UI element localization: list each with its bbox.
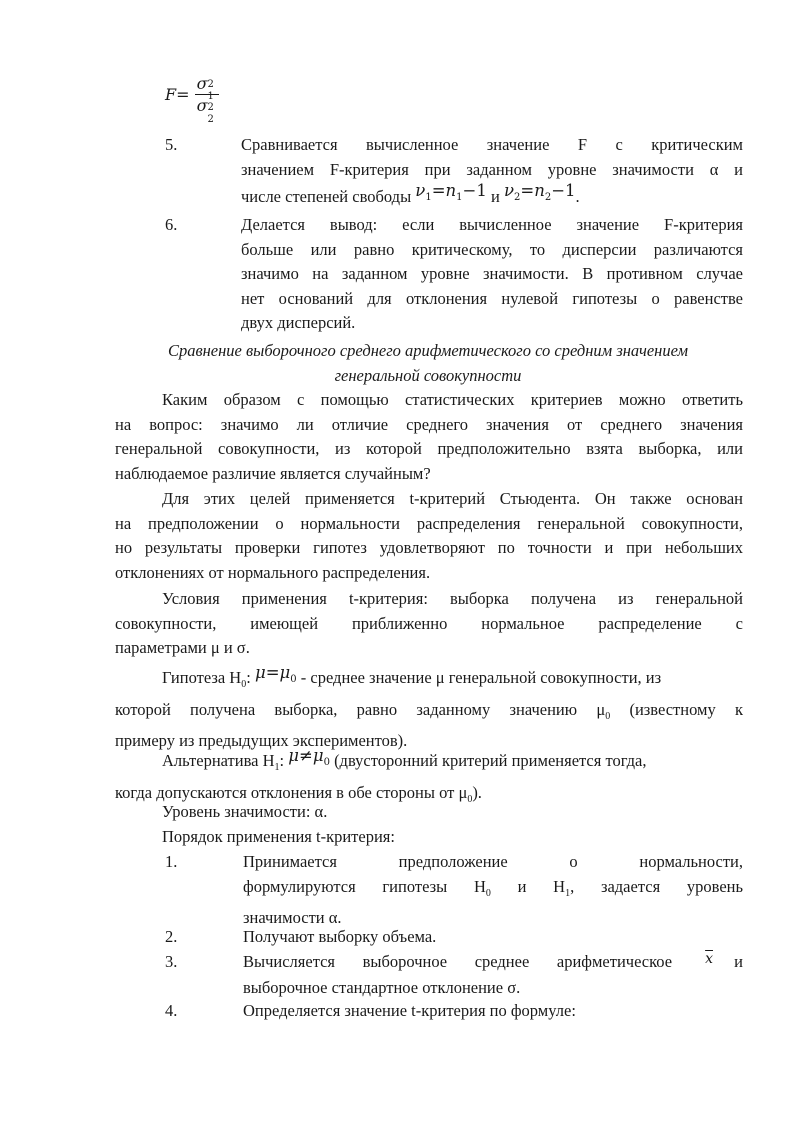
procedure-item-4: Определяется значение t-критерия по формуле: (243, 1001, 576, 1020)
list-item-5: Сравнивается вычисленное значение F с критическим значением F-критерия при заданном уровне значимости α и числе степеней свободы $\nu_1=n_1-1$ и $\nu_2=n_2-1$. (241, 135, 743, 206)
sample-mean-symbol: x (705, 951, 713, 967)
paragraph: Каким образом с помощью статистических критериев можно ответить на вопрос: значимо ли отличие среднего значения от среднего значения генеральной совокупности, из которой предположительно взята выборка, или наблюдаемое различие является случайным? (115, 390, 743, 483)
paragraph: Для этих целей применяется t-критерий Стьюдента. Он также основан на предположении о нормальности распределения генеральной совокупности, но результаты проверки гипотез удовлетворяют по точности и при небольших отклонениях от нормального распределения. (115, 489, 743, 582)
item-number: 3. (165, 952, 178, 971)
item-number: 6. (165, 215, 178, 234)
procedure-item-2: Получают выборку объема. (243, 927, 437, 946)
hypothesis-h1: Альтернатива $H_1$: $\mu\ne\mu_0$ (двусторонний критерий применяется тогда, когда допускаются отклонения в обе стороны от $\mu_0$). (115, 746, 647, 805)
formula-f-lhs: F (165, 85, 177, 104)
item-number: 2. (165, 927, 178, 946)
item-number: 5. (165, 135, 178, 154)
significance-level: Уровень значимости: α. (162, 802, 328, 821)
list-item-6: Делается вывод: если вычисленное значение F-критерия больше или равно критическому, то дисперсии различаются значимо на заданном уровне значимости. В противном случае нет оснований для отклонения нулевой гипотезы о равенстве двух дисперсий. (241, 215, 743, 332)
hypothesis-h0: Гипотеза $H_0$: $\mu=\mu_0$ - среднее значение μ генеральной совокупности, из которой получена выборка, равно заданному значению $\mu_0$ (известному к примеру из предыдущих экспериментов). (115, 663, 743, 750)
item-number: 4. (165, 1001, 178, 1020)
paragraph: Условия применения t-критерия: выборка получена из генеральной совокупности, имеющей приближенно нормальное распределение с параметрами μ и σ. (115, 589, 743, 657)
degrees-of-freedom-formula: $\nu_1=n_1-1$ (415, 181, 487, 203)
formula-f-fraction: σ 2 1 σ 2 2 (195, 74, 219, 117)
h0-formula: $\mu=\mu_0$ (254, 663, 297, 685)
procedure-item-1: Принимается предположение о нормальности, формулируются гипотезы $H_0$ и $H_1$, задается уровень значимости α. (243, 852, 744, 927)
h1-formula: $\mu\ne\mu_0$ (288, 746, 330, 768)
section-heading: Сравнение выборочного среднего арифметического со средним значением генеральной совокупности (167, 341, 689, 385)
formula-f: F= σ 2 1 σ 2 2 (165, 74, 219, 117)
item-number: 1. (165, 852, 178, 871)
procedure-title: Порядок применения t-критерия: (162, 827, 395, 846)
procedure-item-3: Вычисляется выборочное среднее арифметическое $^{\overline{x}}$ и выборочное стандартное отклонение σ. (243, 951, 743, 997)
